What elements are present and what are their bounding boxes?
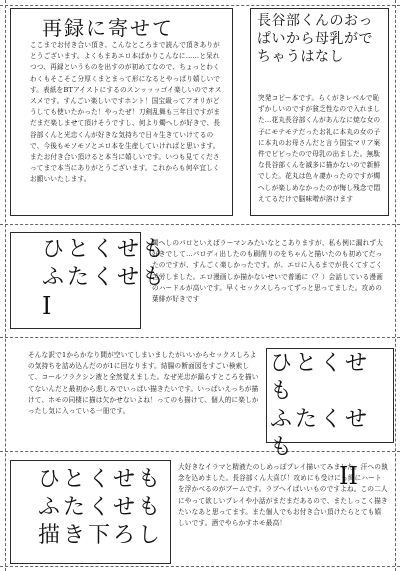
part3-title-line-2: ふたくせも bbox=[38, 495, 164, 520]
part2-body: そんな訳で1からかなり間が空いてしまいましたがいいからセックスしろよの気持ちを詰め込んだのが1に回なります。結腸の断面図をすごい検索して、コールフラクシン液と全然覚えました。なぜ光忠が漏らすところを描いてないんだと最初から悲しみでいっぱい描きたいです。いっぱいえっちが描けて、ホモの同棲に描は欠かせないよね！ってのも描けて、個人的に楽しかったし気に入っている一冊です。 bbox=[28, 351, 259, 416]
crop-guide-right bbox=[395, 0, 396, 571]
intro-heading: 再録に寄せて bbox=[42, 16, 174, 40]
part2-title-line-2: ふたくせも bbox=[270, 407, 371, 460]
part2-title-line-1: ひとくせも bbox=[270, 351, 371, 404]
crop-guide-1 bbox=[0, 224, 400, 225]
part3-title-line-3: 描き下ろし bbox=[38, 523, 164, 548]
part2-numeral: II bbox=[339, 462, 358, 490]
crop-guide-top bbox=[0, 5, 400, 6]
part3-heading bbox=[38, 466, 163, 550]
part1-heading bbox=[42, 236, 167, 320]
crop-guide-bottom bbox=[0, 566, 400, 567]
part1-numeral: I bbox=[42, 292, 52, 320]
part3-body: 大好きなイラマと精液たのしめっぽプレイ描いてみました。汗への執念を込めました。長谷部くん大喜び！攻めにも受けにも縛にハートを浮かべるのがブームです。ラブへイばいいものですよね。この二人にやって欲しいプレイや小話がまだまだあるので、またしっこく描きたいなあと思ってます。また個人でもお付き合い頂けたらとても嬉しいです。酒でやらかすホモ最高！ bbox=[178, 463, 388, 528]
bonus-body: 突発コピー本です。らくがきレベルで恥ずかしいのですが貧乏性なので入れました…花丸長谷部くんがあんなに焼な女の子にモテモテだったお礼に本丸の女の子に本丸のお母さんだと言う国宝マリア案件でビビったので母乳の出ました。無駄な長谷部くんを滅多に描かないので新鮮でした。花丸は色々凄かったのですが燭へしが楽しめなかったのが悔し残念で悶えてるだけで脳味噌が溶けます bbox=[258, 94, 381, 203]
part1-title-line-2: ふたくせも bbox=[42, 265, 168, 290]
crop-guide-2 bbox=[0, 337, 400, 338]
intro-body: ここまでお付き合い頂き、こんなところまで読んで頂きありがとうございます。よくもまあエロ本ばかりこんなに……と呆れつつ、再録というものを出すのが初めてなので、ちょっとわくわくもそこそこ分厚くまとまって形になるとやっぱり嬉しいです。表紙をBTアイストにするのスンッッッゴイ楽しいのでオススメです。すんごい楽しいですホント！国宝級ってアオリがどうしても使いたかった！やったぜ！刀剣乱舞も三年目ですがまだまだ楽しませて頂けそうですし、何より燭へしが好きで、長谷部くんと光忠くんが好きな気持ちで日々生きていけてるので、今後もモソモソとエロ本を生産していければと思います。またお付き合い頂けると本当に嬉しいです。いつも見てくださってまで本当にありがとうございます。これからも何卒宜しくお願いいたします。 bbox=[30, 41, 222, 184]
part1-title-line-1: ひとくせも bbox=[42, 237, 168, 262]
crop-guide-left bbox=[5, 0, 6, 571]
part1-body: 燭へしのパロといえばラーマンみたいなとこありますが、私も例に漏れず大好きでして…パロディ出したのも刷削りのをちゃんと描いたのも初めてだったのですが、すんごく楽しかったです。が、エロに入るまでが長くてすごく苦労しました。エロ漫画しか描かないせいで普通に（？）会話している漫画のハードルが高いです。早くセックスしろってずっと思ってました。攻めの葉緋が好きです bbox=[152, 239, 383, 304]
bonus-heading: 長谷部くんのおっぱいから母乳がでちゃうはなし bbox=[257, 13, 373, 65]
part3-title-line-1: ひとくせも bbox=[38, 467, 164, 492]
